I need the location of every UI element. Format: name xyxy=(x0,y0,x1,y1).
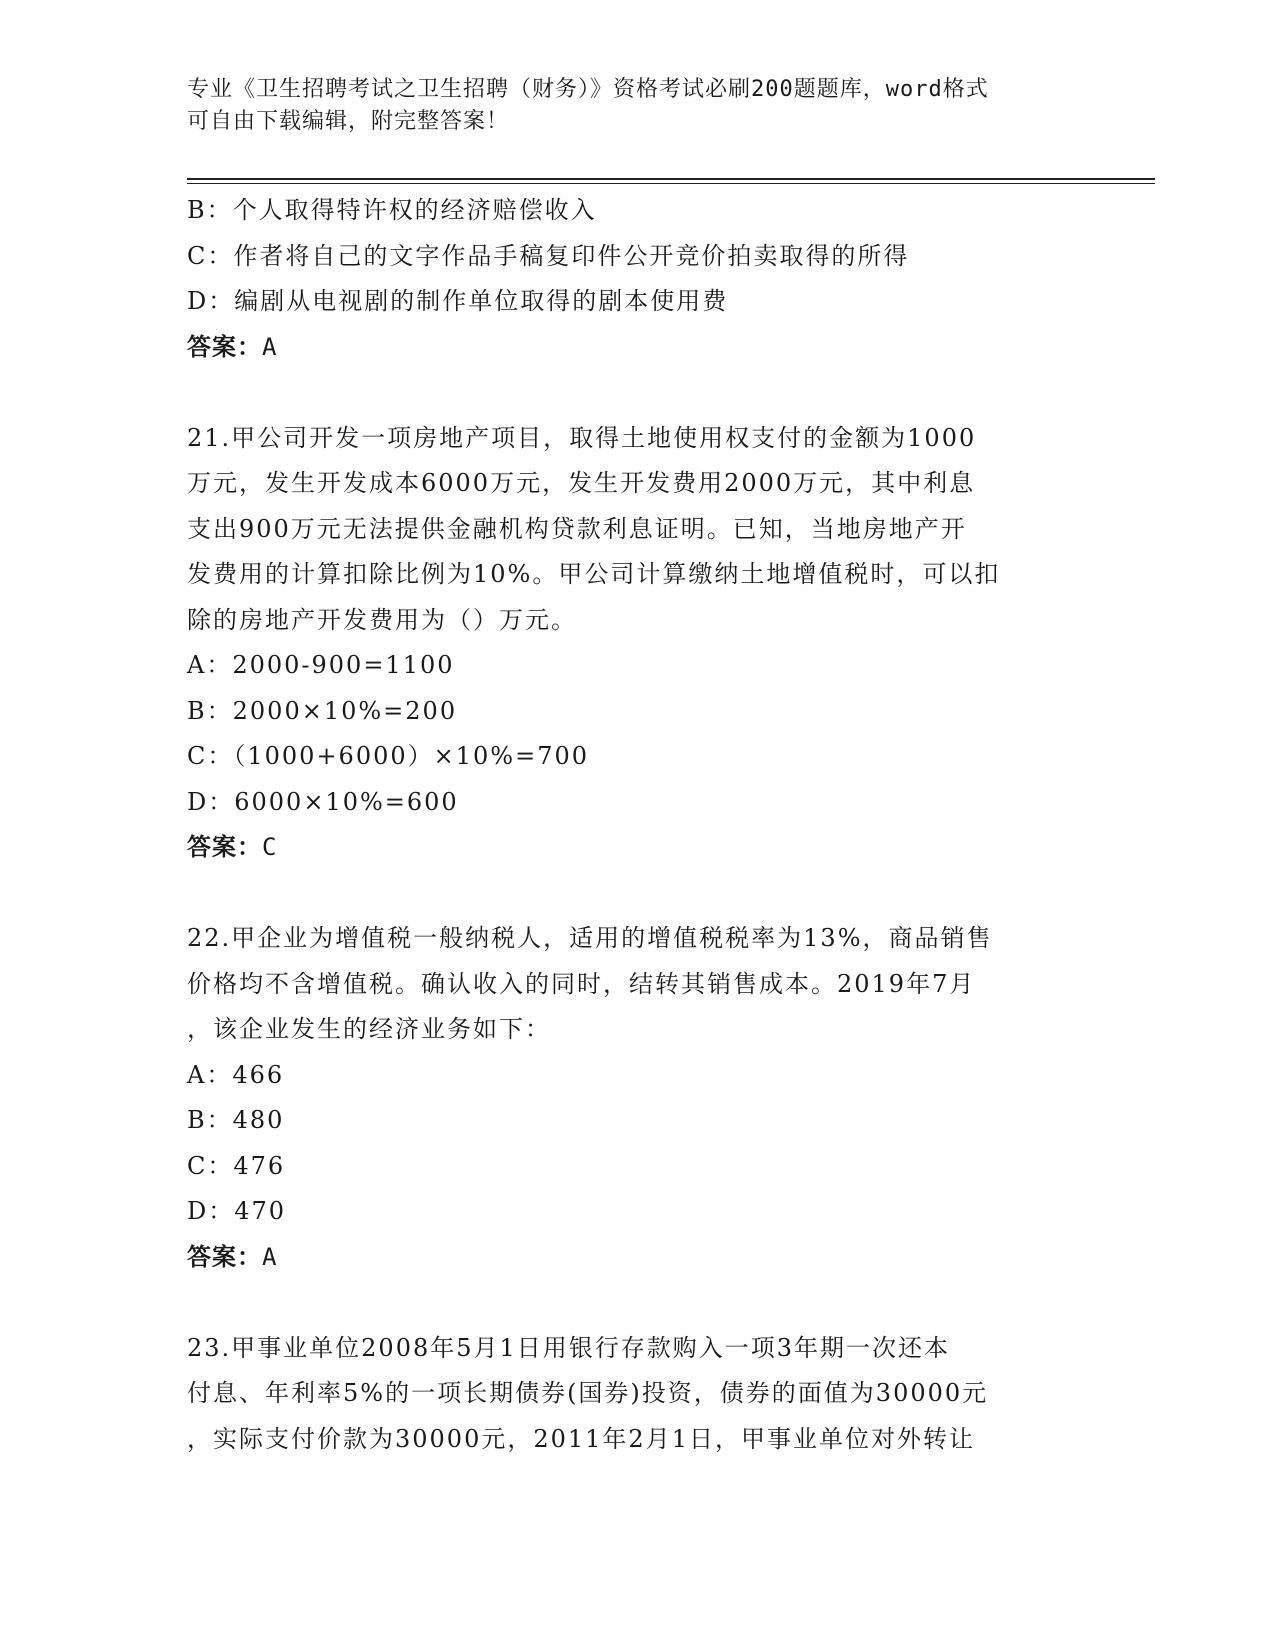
answer-label: 答案： xyxy=(187,1242,262,1271)
option-c: C：476 xyxy=(187,1151,286,1180)
option-b: B：480 xyxy=(187,1106,285,1134)
option-d: D：编剧从电视剧的制作单位取得的剧本使用费 xyxy=(187,287,729,315)
question-text-line: 万元，发生开发成本6000万元，发生开发费用2000万元，其中利息 xyxy=(187,469,976,497)
answer-label: 答案： xyxy=(187,332,262,361)
answer-value: A xyxy=(262,332,278,361)
option-c: C：（1000+6000）×10%=700 xyxy=(187,742,589,770)
spacer xyxy=(187,871,1087,917)
option-d: D：470 xyxy=(187,1197,287,1225)
question-text-line: 23.甲事业单位2008年5月1日用银行存款购入一项3年期一次还本 xyxy=(187,1333,951,1362)
question-text-line: 支出900万元无法提供金融机构贷款利息证明。已知，当地房地产开 xyxy=(187,514,967,543)
option-a: A：2000-900=1100 xyxy=(187,651,455,679)
option-c: C：作者将自己的文字作品手稿复印件公开竞价拍卖取得的所得 xyxy=(187,241,910,270)
question-text-line: 发费用的计算扣除比例为10%。甲公司计算缴纳土地增值税时，可以扣 xyxy=(187,560,1001,588)
answer-line xyxy=(187,325,1087,371)
question-text-line: ，实际支付价款为30000元，2011年2月1日，甲事业单位对外转让 xyxy=(187,1424,975,1453)
header-divider xyxy=(187,178,1155,184)
option-b: B：个人取得特许权的经济赔偿收入 xyxy=(187,196,597,224)
answer-label: 答案： xyxy=(187,833,262,861)
answer-value: C xyxy=(262,833,278,861)
question-23 xyxy=(187,1326,1087,1463)
question-text-line: 价格均不含增值税。确认收入的同时，结转其销售成本。2019年7月 xyxy=(187,969,976,998)
question-20-tail xyxy=(187,188,1087,370)
option-d: D：6000×10%=600 xyxy=(187,787,459,816)
header-line-2: 可自由下载编辑，附完整答案！ xyxy=(187,109,510,134)
answer-line xyxy=(187,825,1087,871)
question-text-line: 付息、年利率5%的一项长期债券(国券)投资，债券的面值为30000元 xyxy=(187,1379,989,1407)
document-header xyxy=(187,74,1087,138)
option-a: A：466 xyxy=(187,1060,285,1089)
question-22 xyxy=(187,916,1087,1280)
answer-line xyxy=(187,1235,1087,1281)
question-text-line: 21.甲公司开发一项房地产项目，取得土地使用权支付的金额为1000 xyxy=(187,423,977,452)
question-text-line: 22.甲企业为增值税一般纳税人，适用的增值税税率为13%，商品销售 xyxy=(187,924,993,952)
question-21 xyxy=(187,416,1087,871)
option-b: B：2000×10%=200 xyxy=(187,696,458,725)
document-body xyxy=(187,188,1087,1462)
answer-value: A xyxy=(262,1242,278,1271)
question-text-line: 除的房地产开发费用为（）万元。 xyxy=(187,605,577,634)
question-text-line: ，该企业发生的经济业务如下： xyxy=(187,1015,551,1043)
spacer xyxy=(187,370,1087,416)
header-line-1: 专业《卫生招聘考试之卫生招聘（财务）》资格考试必刷200题题库，word格式 xyxy=(187,77,989,102)
spacer xyxy=(187,1280,1087,1326)
